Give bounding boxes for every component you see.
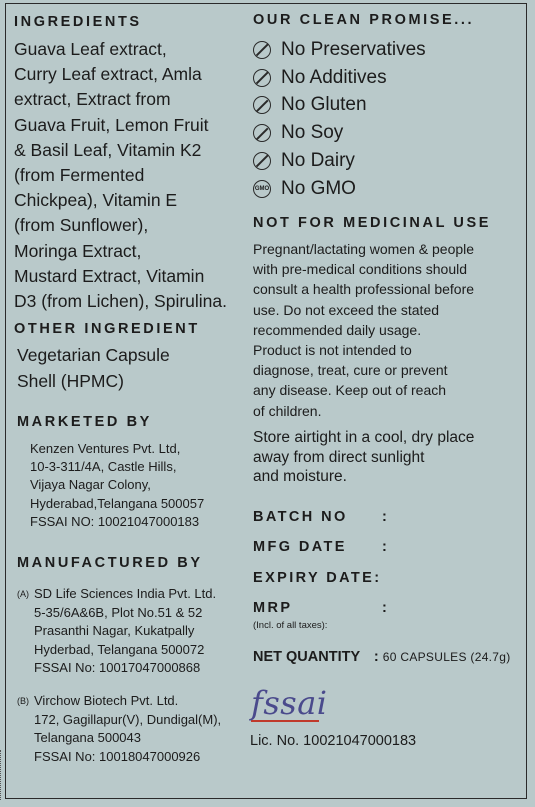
warning-line: any disease. Keep out of reach bbox=[253, 382, 447, 399]
net-quantity-value: 60 CAPSULES (24.7g) bbox=[382, 650, 511, 664]
expiry-date-row bbox=[253, 570, 528, 586]
promise-item bbox=[253, 147, 528, 175]
address-line: SD Life Sciences India Pvt. Ltd. bbox=[34, 586, 217, 601]
storage-line: away from direct sunlight bbox=[253, 448, 425, 466]
no-gmo-icon: GMO bbox=[253, 180, 271, 198]
clean-promise-list bbox=[253, 36, 528, 203]
ingredients-line: Guava Leaf extract, bbox=[14, 39, 167, 59]
ingredients-line: Curry Leaf extract, Amla bbox=[14, 64, 202, 85]
warning-line: consult a health professional before bbox=[253, 281, 475, 298]
fssai-license: Lic. No. 10021047000183 bbox=[250, 733, 417, 749]
batch-no-colon: : bbox=[382, 509, 390, 525]
address-line: FSSAI No: 10017047000868 bbox=[34, 660, 201, 676]
promise-item bbox=[253, 119, 528, 147]
promise-label: No Soy bbox=[281, 122, 344, 144]
ingredients-line: Mustard Extract, Vitamin bbox=[14, 265, 205, 286]
manufacturer-b-address bbox=[34, 692, 264, 766]
not-medicinal-text bbox=[253, 239, 528, 421]
ingredients-line: extract, Extract from bbox=[14, 89, 171, 110]
manufacturer-a-marker: (A) bbox=[17, 589, 29, 599]
address-line: 10-3-311/4A, Castle Hills, bbox=[30, 459, 177, 475]
address-line: 5-35/6A&6B, Plot No.51 & 52 bbox=[34, 604, 203, 620]
fssai-logo-text: fssai bbox=[251, 684, 328, 722]
ingredients-heading: INGREDIENTS bbox=[14, 14, 142, 30]
warning-line: Pregnant/lactating women & people bbox=[253, 241, 475, 257]
promise-label: No GMO bbox=[281, 177, 356, 199]
mfg-date-colon: : bbox=[382, 539, 390, 555]
storage-line: Store airtight in a cool, dry place bbox=[253, 429, 475, 446]
warning-line: use. Do not exceed the stated bbox=[253, 301, 440, 318]
address-line: 172, Gagillapur(V), Dundigal(M), bbox=[34, 711, 222, 727]
mrp-label: MRP bbox=[253, 600, 293, 616]
storage-line: and moisture. bbox=[253, 468, 347, 485]
not-medicinal-heading: NOT FOR MEDICINAL USE bbox=[253, 215, 492, 231]
warning-line: with pre-medical conditions should bbox=[253, 261, 467, 278]
other-ingredient-heading: OTHER INGREDIENT bbox=[14, 321, 200, 337]
warning-line: of children. bbox=[253, 402, 322, 419]
batch-no-row bbox=[253, 509, 528, 525]
warning-line: recommended daily usage. bbox=[253, 321, 422, 338]
ingredients-line: (from Sunflower), bbox=[14, 215, 149, 236]
no-preservatives-icon bbox=[253, 41, 271, 59]
ingredients-line: Moringa Extract, bbox=[14, 240, 142, 261]
warning-line: diagnose, treat, cure or prevent bbox=[253, 362, 448, 379]
other-ingredient-text bbox=[17, 342, 257, 394]
promise-label: No Dairy bbox=[281, 150, 355, 172]
promise-item bbox=[253, 64, 528, 92]
ingredients-line: Chickpea), Vitamin E bbox=[14, 190, 178, 211]
promise-label: No Preservatives bbox=[281, 38, 426, 60]
address-line: Hyderbad, Telangana 500072 bbox=[34, 641, 205, 657]
mrp-colon: : bbox=[382, 600, 390, 616]
no-additives-icon bbox=[253, 69, 271, 87]
marketed-by-heading: MARKETED BY bbox=[17, 414, 152, 430]
net-quantity-label: NET QUANTITY bbox=[253, 649, 360, 665]
net-quantity-colon: : bbox=[373, 649, 379, 665]
no-dairy-icon bbox=[253, 152, 271, 170]
manufacturer-b-marker: (B) bbox=[17, 696, 29, 706]
edge-marks bbox=[0, 750, 5, 800]
ingredients-line: (from Fermented bbox=[14, 165, 145, 186]
address-line: Prasanthi Nagar, Kukatpally bbox=[34, 623, 195, 639]
promise-item bbox=[253, 175, 528, 203]
ingredients-line: Guava Fruit, Lemon Fruit bbox=[14, 114, 209, 135]
warning-line: Product is not intended to bbox=[253, 342, 412, 359]
address-line: Hyderabad,Telangana 500057 bbox=[30, 495, 205, 511]
marketed-by-address bbox=[30, 440, 250, 531]
promise-label: No Additives bbox=[281, 66, 387, 88]
batch-no-label: BATCH NO bbox=[253, 509, 348, 525]
ingredients-list bbox=[14, 37, 264, 314]
other-ingredient-line: Shell (HPMC) bbox=[17, 371, 124, 391]
storage-text bbox=[253, 428, 528, 487]
clean-promise-heading: OUR CLEAN PROMISE... bbox=[253, 12, 475, 28]
mrp-row bbox=[253, 600, 528, 616]
fssai-logo bbox=[251, 684, 328, 722]
address-line: Kenzen Ventures Pvt. Ltd, bbox=[30, 441, 181, 456]
mfg-date-label: MFG DATE bbox=[253, 539, 347, 555]
address-line: Virchow Biotech Pvt. Ltd. bbox=[34, 693, 179, 708]
no-gluten-icon bbox=[253, 96, 271, 114]
net-quantity-row bbox=[253, 649, 511, 665]
ingredients-line: & Basil Leaf, Vitamin K2 bbox=[14, 139, 202, 160]
no-soy-icon bbox=[253, 124, 271, 142]
address-line: FSSAI No: 10018047000926 bbox=[34, 748, 201, 764]
promise-item bbox=[253, 92, 528, 120]
address-line: FSSAI NO: 10021047000183 bbox=[30, 513, 200, 529]
mrp-note: (Incl. of all taxes): bbox=[253, 620, 328, 631]
promise-label: No Gluten bbox=[281, 94, 367, 116]
promise-item bbox=[253, 36, 528, 64]
manufacturer-a-address bbox=[34, 585, 249, 678]
expiry-date-label: EXPIRY DATE: bbox=[253, 570, 382, 586]
ingredients-line: D3 (from Lichen), Spirulina. bbox=[14, 291, 227, 312]
address-line: Vijaya Nagar Colony, bbox=[30, 477, 151, 493]
address-line: Telangana 500043 bbox=[34, 730, 141, 746]
manufactured-by-heading: MANUFACTURED BY bbox=[17, 555, 203, 571]
other-ingredient-line: Vegetarian Capsule bbox=[17, 345, 170, 365]
mfg-date-row bbox=[253, 539, 528, 555]
